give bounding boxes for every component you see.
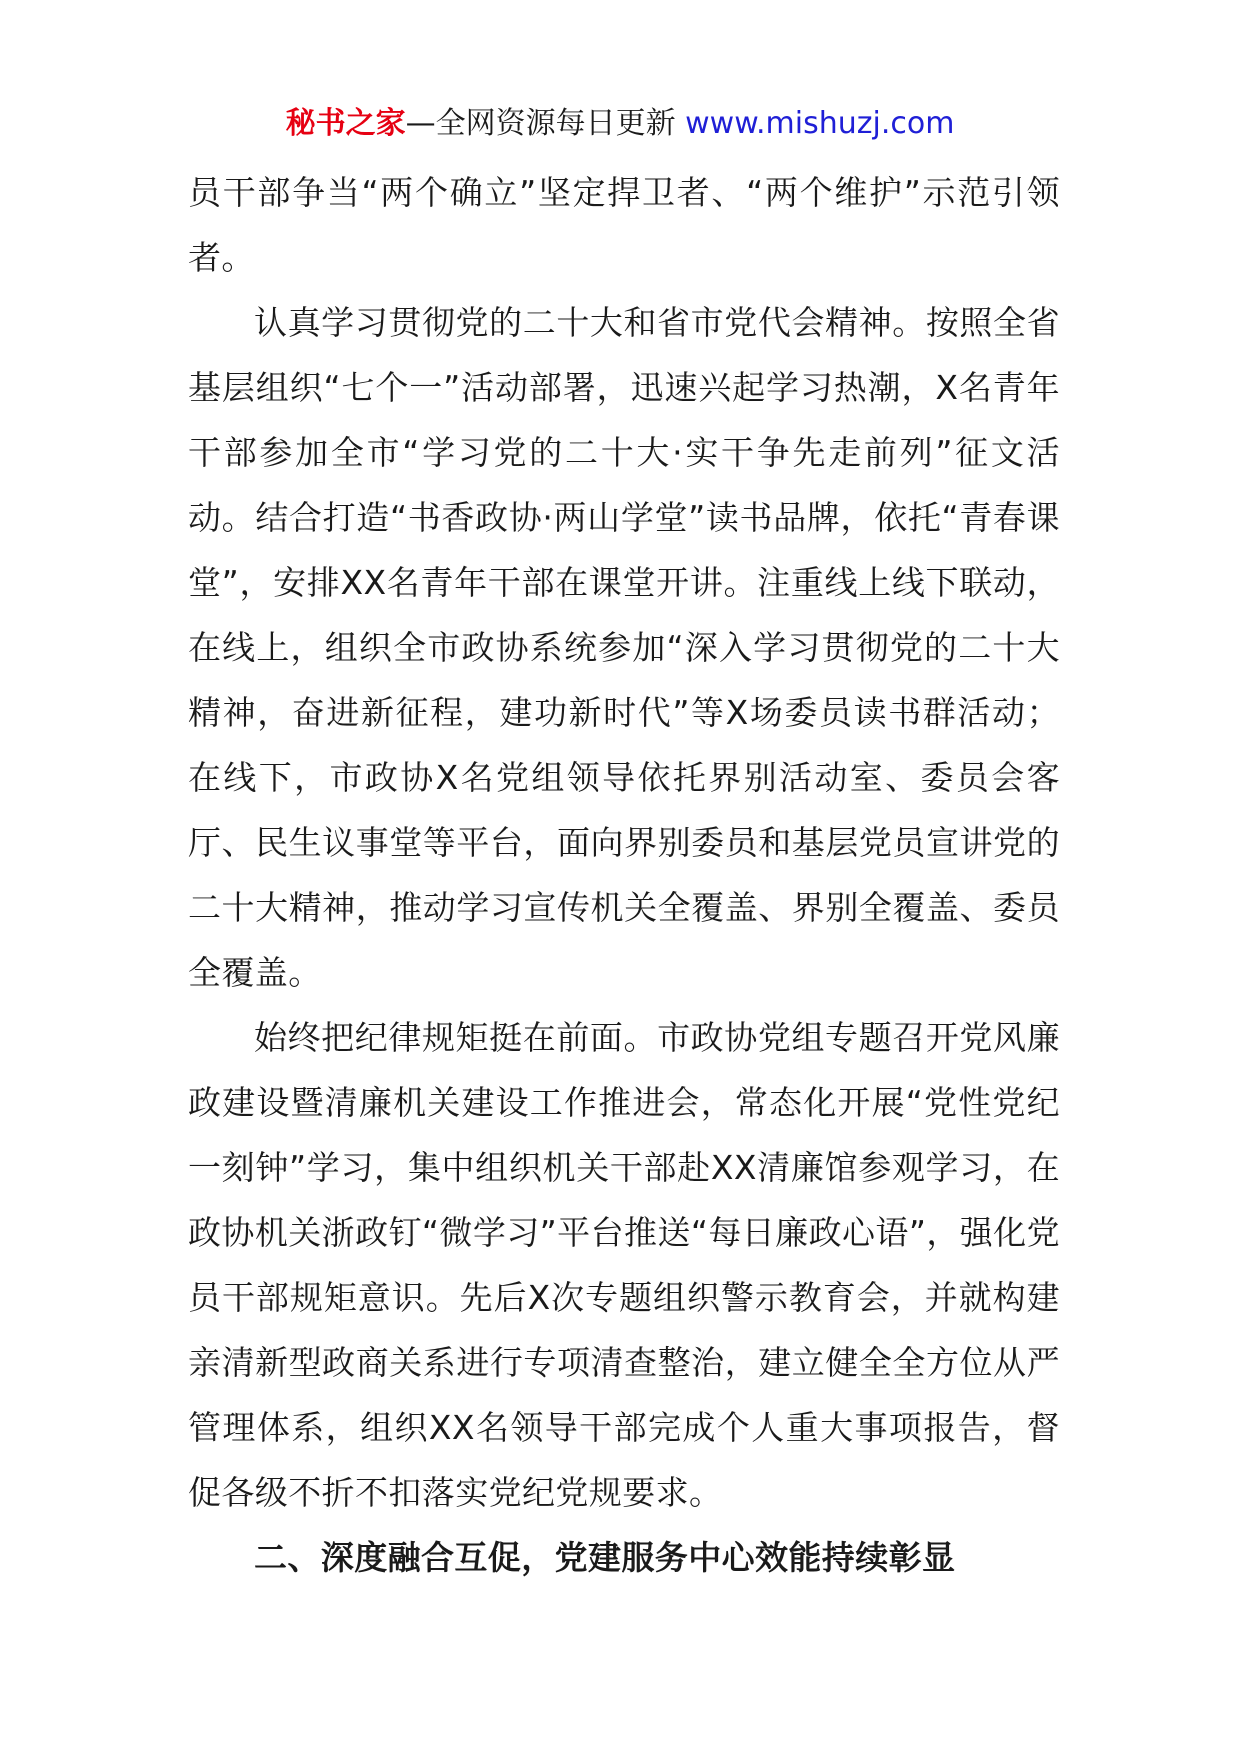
document-body: [188, 160, 1060, 1590]
section-heading: 二、深度融合互促，党建服务中心效能持续彰显: [254, 1538, 956, 1577]
paragraph-study-spirit: 认真学习贯彻党的二十大和省市党代会精神。按照全省基层组织“七个一”活动部署，迅速兴起学习热潮，X名青年干部参加全市“学习党的二十大·实干争先走前列”征文活动。结合打造“书香政协·两山学堂”读书品牌，依托“青春课堂”，安排XX名青年干部在课堂开讲。注重线上线下联动，在线上，组织全市政协系统参加“深入学习贯彻党的二十大精神，奋进新征程，建功新时代”等X场委员读书群活动；在线下，市政协X名党组领导依托界别活动室、委员会客厅、民生议事堂等平台，面向界别委员和基层党员宣讲党的二十大精神，推动学习宣传机关全覆盖、界别全覆盖、委员全覆盖。: [188, 303, 1060, 992]
brand-name: 秘书之家: [285, 106, 406, 141]
page-header: [0, 104, 1240, 144]
header-tagline: —全网资源每日更新: [405, 106, 686, 141]
paragraph-discipline: 始终把纪律规矩挺在前面。市政协党组专题召开党风廉政建设暨清廉机关建设工作推进会，常态化开展“党性党纪一刻钟”学习，集中组织机关干部赴XX清廉馆参观学习，在政协机关浙政钉“微学习”平台推送“每日廉政心语”，强化党员干部规矩意识。先后X次专题组织警示教育会，并就构建亲清新型政商关系进行专项清查整治，建立健全全方位从严管理体系，组织XX名领导干部完成个人重大事项报告，督促各级不折不扣落实党纪党规要求。: [188, 1018, 1060, 1512]
site-url-link[interactable]: www.mishuzj.com: [685, 106, 955, 141]
paragraph-continuation: 员干部争当“两个确立”坚定捍卫者、“两个维护”示范引领者。: [188, 173, 1060, 277]
